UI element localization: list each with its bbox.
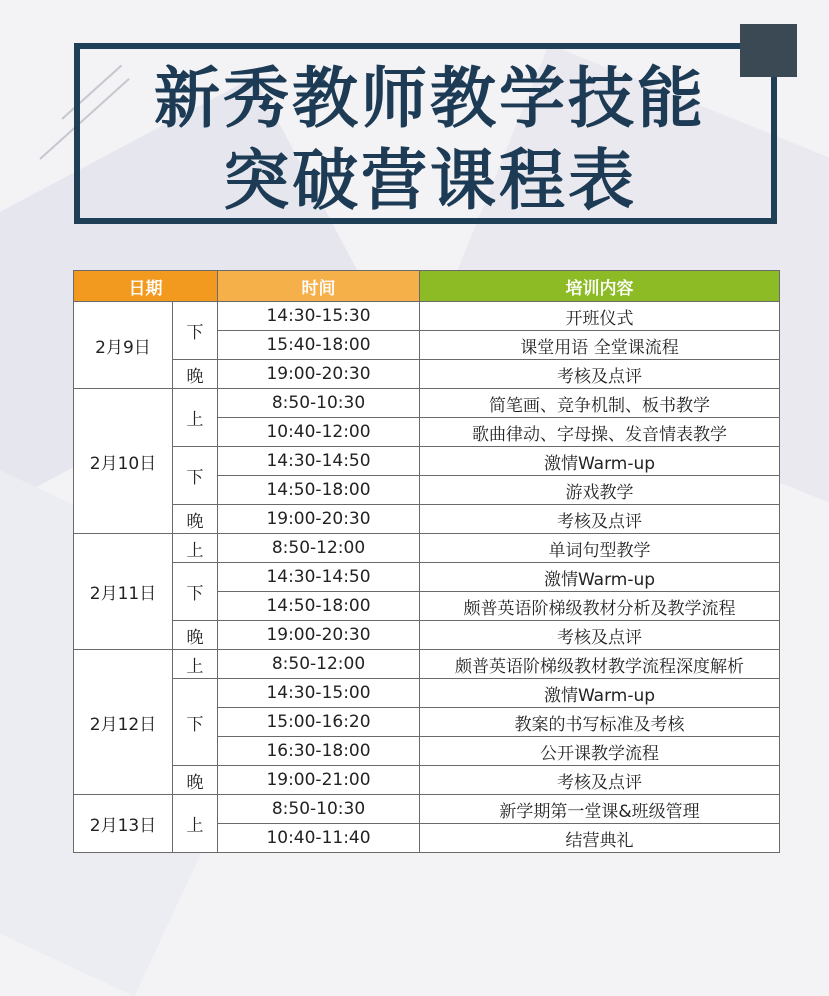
- time-cell: 19:00-20:30: [218, 505, 420, 534]
- content-cell: 颇普英语阶梯级教材教学流程深度解析: [420, 650, 780, 679]
- content-cell: 结营典礼: [420, 824, 780, 853]
- date-cell: 2月11日: [74, 534, 173, 650]
- table-row: [74, 505, 780, 534]
- content-cell: 教案的书写标准及考核: [420, 708, 780, 737]
- period-cell: 下: [173, 679, 218, 766]
- table-row: [74, 534, 780, 563]
- period-cell: 晚: [173, 621, 218, 650]
- time-cell: 16:30-18:00: [218, 737, 420, 766]
- schedule-table: [73, 270, 780, 853]
- content-cell: 开班仪式: [420, 302, 780, 331]
- content-cell: 颇普英语阶梯级教材分析及教学流程: [420, 592, 780, 621]
- time-cell: 15:00-16:20: [218, 708, 420, 737]
- title-line-1: 新秀教师教学技能: [154, 60, 706, 137]
- date-cell: 2月10日: [74, 389, 173, 534]
- page-title: [80, 58, 780, 222]
- time-cell: 14:50-18:00: [218, 476, 420, 505]
- table-row: [74, 360, 780, 389]
- title-line-2: 突破营课程表: [223, 142, 637, 219]
- time-cell: 19:00-21:00: [218, 766, 420, 795]
- time-cell: 14:30-15:30: [218, 302, 420, 331]
- date-cell: 2月13日: [74, 795, 173, 853]
- header-content: 培训内容: [420, 271, 780, 302]
- table-row: [74, 447, 780, 476]
- period-cell: 下: [173, 447, 218, 505]
- period-cell: 晚: [173, 505, 218, 534]
- period-cell: 上: [173, 534, 218, 563]
- time-cell: 19:00-20:30: [218, 621, 420, 650]
- period-cell: 下: [173, 563, 218, 621]
- table-row: [74, 621, 780, 650]
- table-row: [74, 679, 780, 708]
- content-cell: 单词句型教学: [420, 534, 780, 563]
- time-cell: 8:50-12:00: [218, 650, 420, 679]
- content-cell: 激情Warm-up: [420, 679, 780, 708]
- time-cell: 8:50-10:30: [218, 795, 420, 824]
- content-cell: 考核及点评: [420, 621, 780, 650]
- content-cell: 新学期第一堂课&班级管理: [420, 795, 780, 824]
- content-cell: 考核及点评: [420, 505, 780, 534]
- content-cell: 游戏教学: [420, 476, 780, 505]
- content-cell: 公开课教学流程: [420, 737, 780, 766]
- content-cell: 歌曲律动、字母操、发音情表教学: [420, 418, 780, 447]
- period-cell: 下: [173, 302, 218, 360]
- content-cell: 考核及点评: [420, 360, 780, 389]
- table-header-row: [74, 271, 780, 302]
- date-cell: 2月9日: [74, 302, 173, 389]
- content-cell: 激情Warm-up: [420, 447, 780, 476]
- time-cell: 14:30-14:50: [218, 447, 420, 476]
- content-cell: 课堂用语 全堂课流程: [420, 331, 780, 360]
- header-date: 日期: [74, 271, 218, 302]
- table-row: [74, 563, 780, 592]
- period-cell: 晚: [173, 766, 218, 795]
- time-cell: 14:30-14:50: [218, 563, 420, 592]
- period-cell: 上: [173, 795, 218, 853]
- table-row: [74, 302, 780, 331]
- content-cell: 简笔画、竞争机制、板书教学: [420, 389, 780, 418]
- table-row: [74, 766, 780, 795]
- time-cell: 14:50-18:00: [218, 592, 420, 621]
- period-cell: 上: [173, 650, 218, 679]
- table-row: [74, 389, 780, 418]
- period-cell: 上: [173, 389, 218, 447]
- header-time: 时间: [218, 271, 420, 302]
- content-cell: 激情Warm-up: [420, 563, 780, 592]
- date-cell: 2月12日: [74, 650, 173, 795]
- time-cell: 10:40-12:00: [218, 418, 420, 447]
- time-cell: 14:30-15:00: [218, 679, 420, 708]
- period-cell: 晚: [173, 360, 218, 389]
- time-cell: 19:00-20:30: [218, 360, 420, 389]
- time-cell: 8:50-10:30: [218, 389, 420, 418]
- time-cell: 15:40-18:00: [218, 331, 420, 360]
- table-row: [74, 795, 780, 824]
- time-cell: 8:50-12:00: [218, 534, 420, 563]
- content-cell: 考核及点评: [420, 766, 780, 795]
- time-cell: 10:40-11:40: [218, 824, 420, 853]
- table-row: [74, 650, 780, 679]
